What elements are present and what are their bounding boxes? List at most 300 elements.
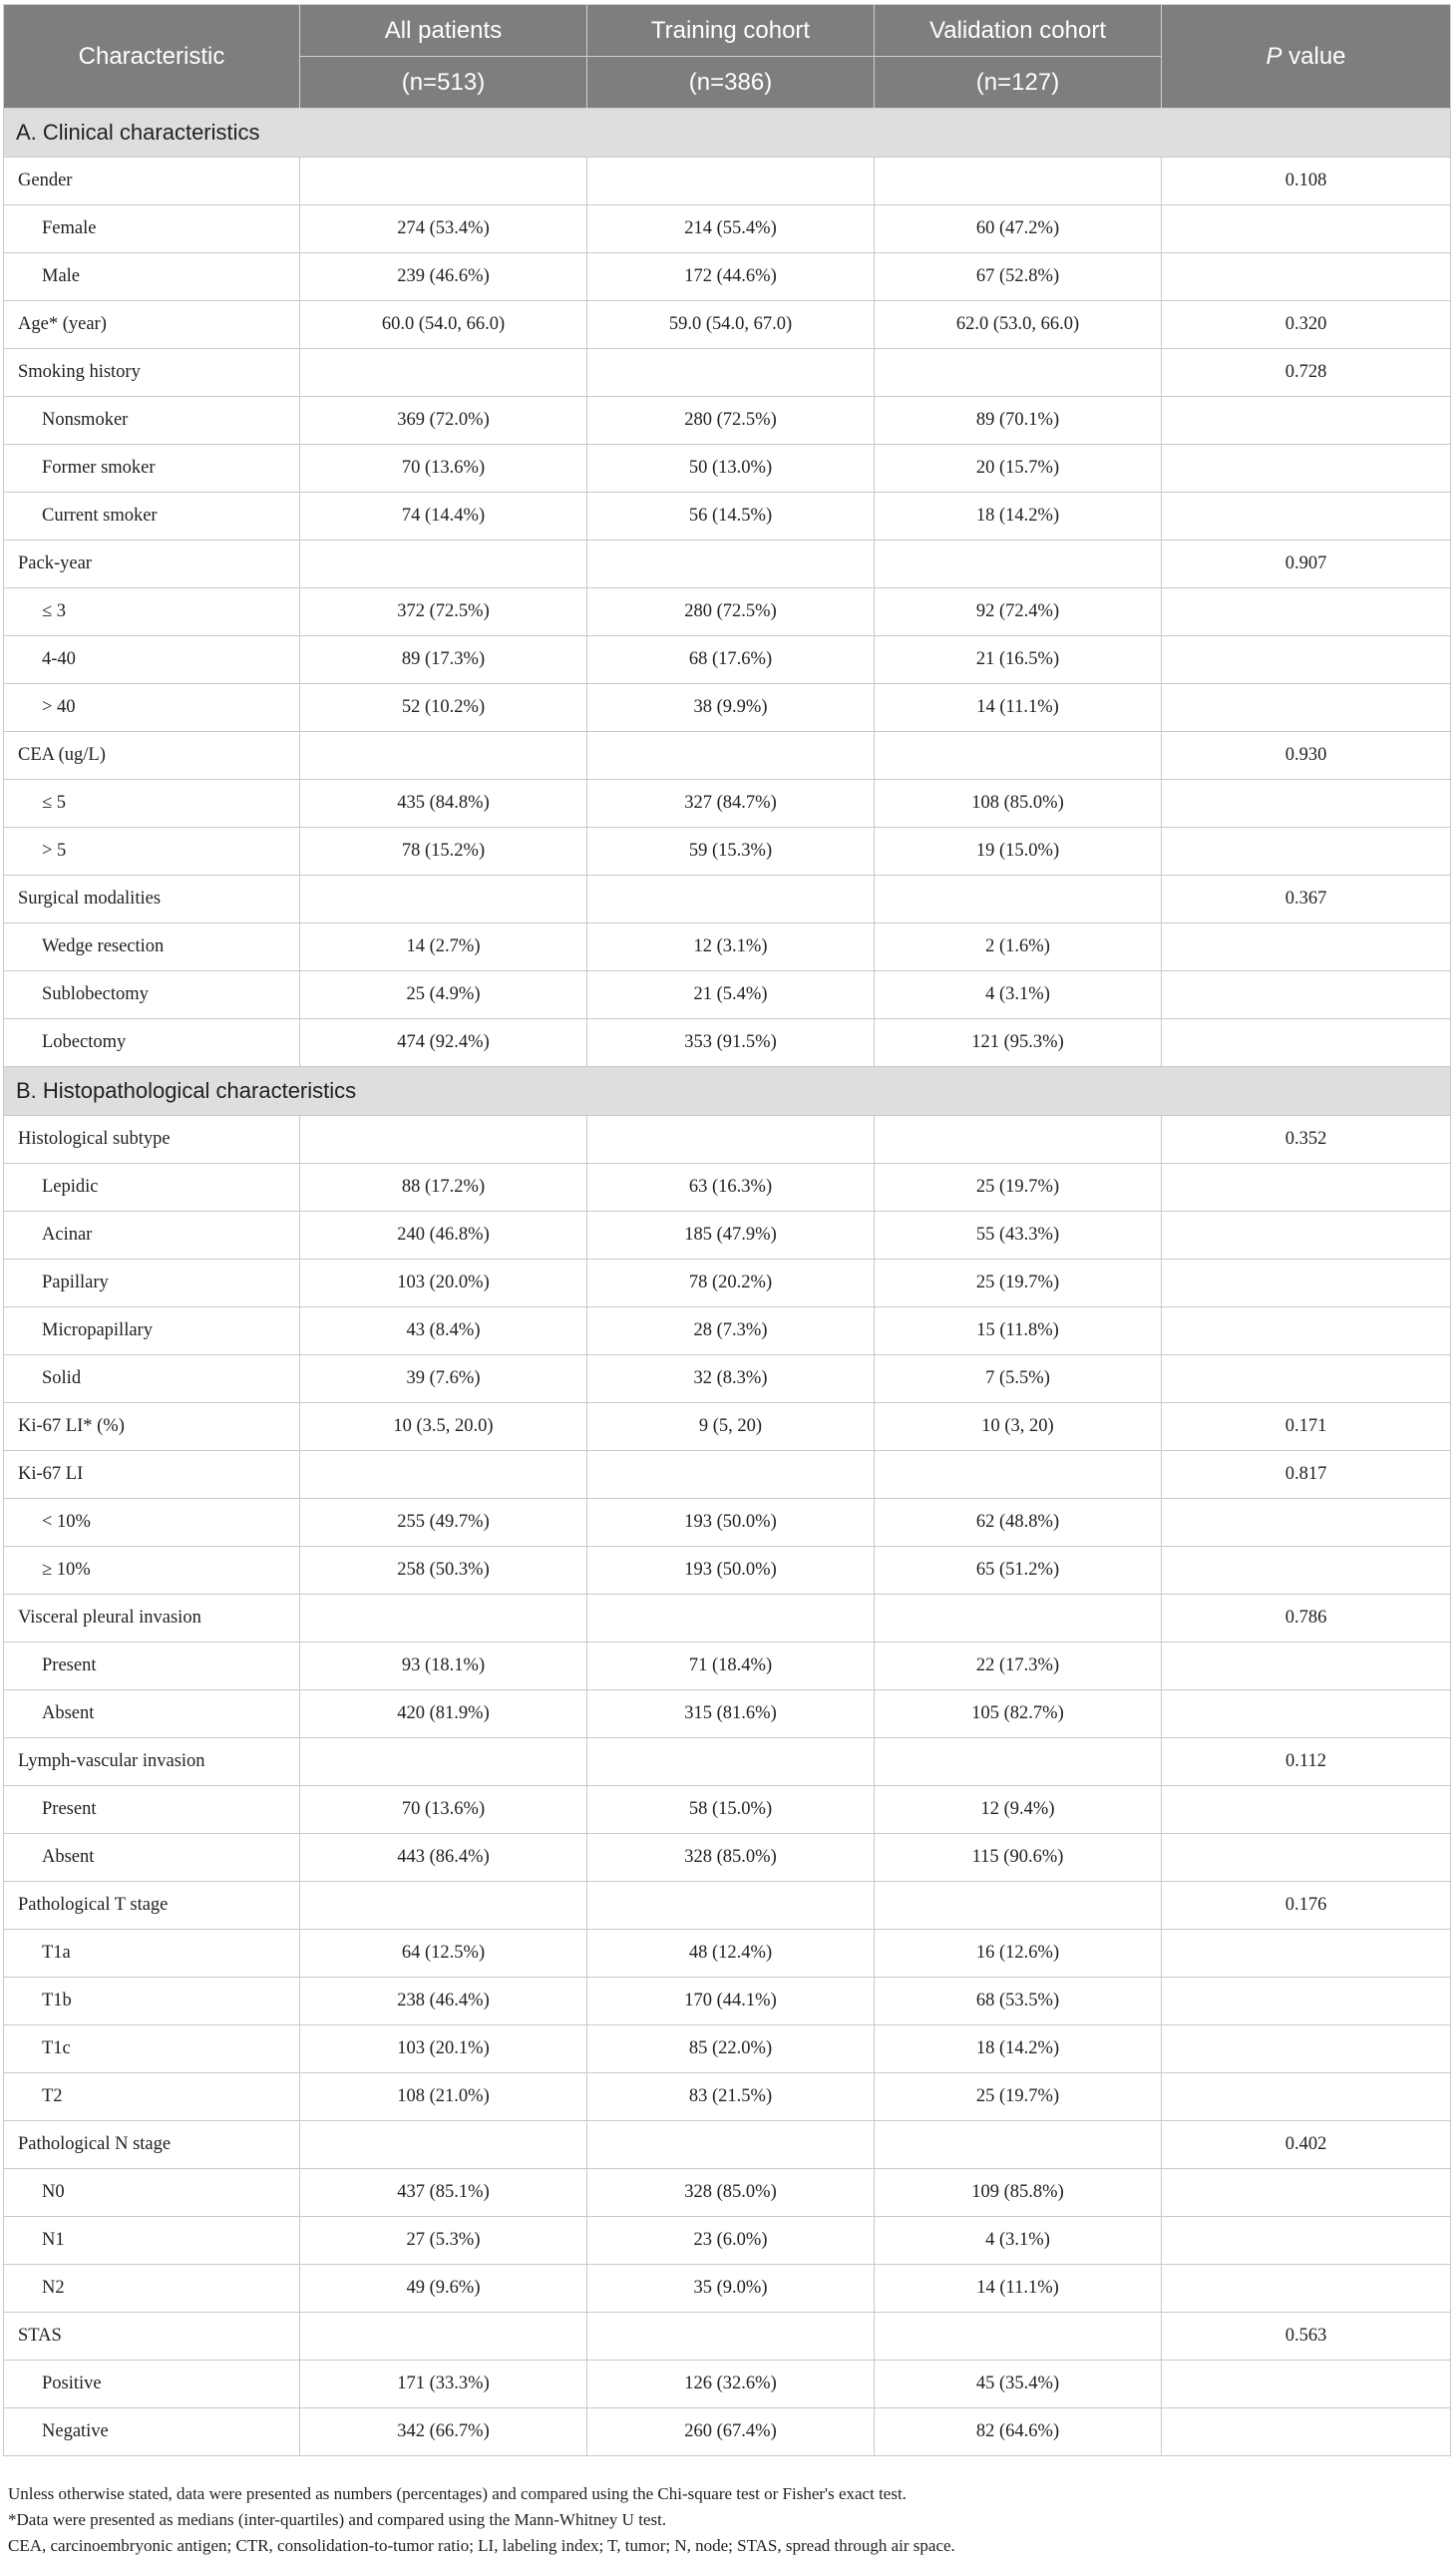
- cell-all-patients: 369 (72.0%): [300, 397, 587, 445]
- cell-training-cohort: 328 (85.0%): [587, 1834, 875, 1882]
- cell-training-cohort: 126 (32.6%): [587, 2361, 875, 2408]
- cell-validation-cohort: 68 (53.5%): [875, 1978, 1162, 2025]
- cell-validation-cohort: 115 (90.6%): [875, 1834, 1162, 1882]
- cell-validation-cohort: 15 (11.8%): [875, 1307, 1162, 1355]
- table-row: [4, 1019, 1451, 1067]
- table-row: [4, 828, 1451, 876]
- cell-all-patients: 43 (8.4%): [300, 1307, 587, 1355]
- table-row: [4, 1547, 1451, 1595]
- cell-training-cohort: [587, 1116, 875, 1164]
- cell-p-value: [1162, 1930, 1451, 1978]
- table-row: [4, 1260, 1451, 1307]
- table-row: [4, 493, 1451, 541]
- header-all-patients-n: (n=513): [300, 57, 587, 109]
- table-row-group: [4, 1882, 1451, 1930]
- cell-all-patients: [300, 541, 587, 588]
- cell-validation-cohort: 12 (9.4%): [875, 1786, 1162, 1834]
- table-row: [4, 253, 1451, 301]
- cell-p-value: 0.402: [1162, 2121, 1451, 2169]
- cell-training-cohort: 193 (50.0%): [587, 1547, 875, 1595]
- table-row: [4, 923, 1451, 971]
- cell-training-cohort: [587, 732, 875, 780]
- cell-all-patients: 14 (2.7%): [300, 923, 587, 971]
- row-label: Papillary: [4, 1260, 300, 1307]
- header-characteristic: Characteristic: [4, 5, 300, 109]
- characteristics-table: [3, 4, 1451, 2456]
- cell-all-patients: 49 (9.6%): [300, 2265, 587, 2313]
- cell-p-value: [1162, 636, 1451, 684]
- cell-training-cohort: [587, 1595, 875, 1643]
- cell-p-value: [1162, 2073, 1451, 2121]
- cell-training-cohort: 32 (8.3%): [587, 1355, 875, 1403]
- table-row-group: [4, 1403, 1451, 1451]
- row-label: Negative: [4, 2408, 300, 2456]
- cell-training-cohort: [587, 2121, 875, 2169]
- table-row: [4, 1164, 1451, 1212]
- cell-validation-cohort: 14 (11.1%): [875, 684, 1162, 732]
- cell-validation-cohort: 121 (95.3%): [875, 1019, 1162, 1067]
- cell-p-value: [1162, 588, 1451, 636]
- cell-training-cohort: 12 (3.1%): [587, 923, 875, 971]
- cell-all-patients: 78 (15.2%): [300, 828, 587, 876]
- table-header: [4, 5, 1451, 109]
- cell-p-value: [1162, 2408, 1451, 2456]
- cell-all-patients: [300, 876, 587, 923]
- cell-all-patients: [300, 1882, 587, 1930]
- table-row: [4, 636, 1451, 684]
- row-label: T2: [4, 2073, 300, 2121]
- cell-training-cohort: 63 (16.3%): [587, 1164, 875, 1212]
- table-row-group: [4, 1595, 1451, 1643]
- row-label: Lobectomy: [4, 1019, 300, 1067]
- cell-training-cohort: 327 (84.7%): [587, 780, 875, 828]
- table-row: [4, 2073, 1451, 2121]
- cell-all-patients: 93 (18.1%): [300, 1643, 587, 1690]
- cell-all-patients: 420 (81.9%): [300, 1690, 587, 1738]
- cell-all-patients: 255 (49.7%): [300, 1499, 587, 1547]
- cell-validation-cohort: 10 (3, 20): [875, 1403, 1162, 1451]
- cell-validation-cohort: 4 (3.1%): [875, 971, 1162, 1019]
- cell-p-value: [1162, 1547, 1451, 1595]
- cell-p-value: [1162, 1834, 1451, 1882]
- cell-p-value: [1162, 1978, 1451, 2025]
- table-row: [4, 397, 1451, 445]
- cell-training-cohort: 59.0 (54.0, 67.0): [587, 301, 875, 349]
- header-p-rest: value: [1281, 42, 1346, 70]
- row-label: Smoking history: [4, 349, 300, 397]
- table-row: [4, 1834, 1451, 1882]
- cell-all-patients: 10 (3.5, 20.0): [300, 1403, 587, 1451]
- table-row-group: [4, 1451, 1451, 1499]
- cell-p-value: 0.728: [1162, 349, 1451, 397]
- table-row-group: [4, 732, 1451, 780]
- cell-validation-cohort: 62 (48.8%): [875, 1499, 1162, 1547]
- row-label: > 40: [4, 684, 300, 732]
- cell-training-cohort: [587, 876, 875, 923]
- cell-all-patients: 25 (4.9%): [300, 971, 587, 1019]
- table-row: [4, 1499, 1451, 1547]
- row-label: > 5: [4, 828, 300, 876]
- cell-all-patients: 88 (17.2%): [300, 1164, 587, 1212]
- cell-p-value: [1162, 684, 1451, 732]
- header-p-value: [1162, 5, 1451, 109]
- table-row: [4, 1786, 1451, 1834]
- cell-all-patients: [300, 158, 587, 205]
- table-row-group: [4, 2313, 1451, 2361]
- cell-p-value: [1162, 205, 1451, 253]
- table-row: [4, 1643, 1451, 1690]
- row-label: Sublobectomy: [4, 971, 300, 1019]
- header-training-n: (n=386): [587, 57, 875, 109]
- cell-validation-cohort: [875, 1451, 1162, 1499]
- cell-training-cohort: 21 (5.4%): [587, 971, 875, 1019]
- cell-validation-cohort: 108 (85.0%): [875, 780, 1162, 828]
- cell-validation-cohort: 62.0 (53.0, 66.0): [875, 301, 1162, 349]
- cell-validation-cohort: [875, 1116, 1162, 1164]
- cell-validation-cohort: [875, 2313, 1162, 2361]
- cell-all-patients: 239 (46.6%): [300, 253, 587, 301]
- cell-p-value: [1162, 1690, 1451, 1738]
- row-label: Surgical modalities: [4, 876, 300, 923]
- row-label: STAS: [4, 2313, 300, 2361]
- cell-training-cohort: 9 (5, 20): [587, 1403, 875, 1451]
- cell-p-value: 0.907: [1162, 541, 1451, 588]
- header-validation-cohort: Validation cohort: [875, 5, 1162, 57]
- table-footnotes: [8, 2481, 1444, 2559]
- cell-validation-cohort: 60 (47.2%): [875, 205, 1162, 253]
- cell-validation-cohort: 25 (19.7%): [875, 1260, 1162, 1307]
- cell-validation-cohort: 89 (70.1%): [875, 397, 1162, 445]
- cell-p-value: [1162, 971, 1451, 1019]
- cell-all-patients: [300, 732, 587, 780]
- cell-training-cohort: 170 (44.1%): [587, 1978, 875, 2025]
- cell-p-value: [1162, 1499, 1451, 1547]
- footnote-statistics: Unless otherwise stated, data were presented as numbers (percentages) and compared using the Chi-square test or Fisher's exact test.: [8, 2484, 907, 2503]
- row-label: N2: [4, 2265, 300, 2313]
- row-label: Present: [4, 1786, 300, 1834]
- header-validation-n: (n=127): [875, 57, 1162, 109]
- cell-validation-cohort: 19 (15.0%): [875, 828, 1162, 876]
- cell-all-patients: [300, 1451, 587, 1499]
- row-label: ≥ 10%: [4, 1547, 300, 1595]
- cell-training-cohort: 193 (50.0%): [587, 1499, 875, 1547]
- cell-all-patients: 372 (72.5%): [300, 588, 587, 636]
- table-row-group: [4, 1738, 1451, 1786]
- row-label: T1b: [4, 1978, 300, 2025]
- table-row: [4, 2408, 1451, 2456]
- cell-all-patients: 70 (13.6%): [300, 1786, 587, 1834]
- cell-all-patients: 64 (12.5%): [300, 1930, 587, 1978]
- table-row: [4, 2361, 1451, 2408]
- cell-training-cohort: 50 (13.0%): [587, 445, 875, 493]
- cell-p-value: [1162, 253, 1451, 301]
- table-row-group: [4, 2121, 1451, 2169]
- table-row-group: [4, 876, 1451, 923]
- cell-p-value: 0.108: [1162, 158, 1451, 205]
- cell-training-cohort: 23 (6.0%): [587, 2217, 875, 2265]
- table-row: [4, 1978, 1451, 2025]
- section-row: [4, 109, 1451, 158]
- table-row: [4, 684, 1451, 732]
- row-label: Positive: [4, 2361, 300, 2408]
- cell-training-cohort: [587, 1882, 875, 1930]
- cell-validation-cohort: 16 (12.6%): [875, 1930, 1162, 1978]
- cell-validation-cohort: [875, 1595, 1162, 1643]
- cell-validation-cohort: 109 (85.8%): [875, 2169, 1162, 2217]
- cell-all-patients: [300, 2313, 587, 2361]
- table-row: [4, 2025, 1451, 2073]
- cell-all-patients: [300, 349, 587, 397]
- characteristics-table-container: [3, 4, 1450, 2456]
- row-label: Absent: [4, 1834, 300, 1882]
- cell-training-cohort: 58 (15.0%): [587, 1786, 875, 1834]
- cell-validation-cohort: 25 (19.7%): [875, 1164, 1162, 1212]
- table-row: [4, 971, 1451, 1019]
- cell-validation-cohort: 14 (11.1%): [875, 2265, 1162, 2313]
- row-label: ≤ 5: [4, 780, 300, 828]
- row-label: Age* (year): [4, 301, 300, 349]
- row-label: Micropapillary: [4, 1307, 300, 1355]
- row-label: 4-40: [4, 636, 300, 684]
- cell-training-cohort: [587, 158, 875, 205]
- cell-training-cohort: 260 (67.4%): [587, 2408, 875, 2456]
- cell-p-value: [1162, 923, 1451, 971]
- cell-p-value: 0.176: [1162, 1882, 1451, 1930]
- cell-all-patients: 39 (7.6%): [300, 1355, 587, 1403]
- cell-all-patients: 258 (50.3%): [300, 1547, 587, 1595]
- cell-validation-cohort: 67 (52.8%): [875, 253, 1162, 301]
- cell-validation-cohort: [875, 349, 1162, 397]
- header-p-italic: P: [1266, 42, 1282, 70]
- cell-training-cohort: 280 (72.5%): [587, 397, 875, 445]
- header-training-cohort: Training cohort: [587, 5, 875, 57]
- row-label: T1c: [4, 2025, 300, 2073]
- cell-all-patients: 52 (10.2%): [300, 684, 587, 732]
- row-label: Visceral pleural invasion: [4, 1595, 300, 1643]
- cell-all-patients: 474 (92.4%): [300, 1019, 587, 1067]
- table-row: [4, 1930, 1451, 1978]
- cell-validation-cohort: [875, 732, 1162, 780]
- cell-training-cohort: 315 (81.6%): [587, 1690, 875, 1738]
- table-row-group: [4, 301, 1451, 349]
- cell-p-value: [1162, 1307, 1451, 1355]
- cell-validation-cohort: 4 (3.1%): [875, 2217, 1162, 2265]
- section-title: B. Histopathological characteristics: [4, 1067, 1451, 1116]
- cell-validation-cohort: 7 (5.5%): [875, 1355, 1162, 1403]
- cell-all-patients: [300, 1116, 587, 1164]
- cell-p-value: [1162, 445, 1451, 493]
- cell-p-value: 0.171: [1162, 1403, 1451, 1451]
- cell-all-patients: 103 (20.0%): [300, 1260, 587, 1307]
- cell-training-cohort: 85 (22.0%): [587, 2025, 875, 2073]
- table-row-group: [4, 158, 1451, 205]
- cell-training-cohort: [587, 541, 875, 588]
- cell-p-value: [1162, 493, 1451, 541]
- cell-training-cohort: 83 (21.5%): [587, 2073, 875, 2121]
- table-row: [4, 1307, 1451, 1355]
- cell-validation-cohort: 2 (1.6%): [875, 923, 1162, 971]
- cell-validation-cohort: 25 (19.7%): [875, 2073, 1162, 2121]
- cell-p-value: 0.786: [1162, 1595, 1451, 1643]
- cell-validation-cohort: 20 (15.7%): [875, 445, 1162, 493]
- row-label: Absent: [4, 1690, 300, 1738]
- cell-p-value: [1162, 2169, 1451, 2217]
- row-label: Present: [4, 1643, 300, 1690]
- cell-all-patients: 27 (5.3%): [300, 2217, 587, 2265]
- cell-validation-cohort: 22 (17.3%): [875, 1643, 1162, 1690]
- cell-all-patients: [300, 2121, 587, 2169]
- cell-training-cohort: 38 (9.9%): [587, 684, 875, 732]
- row-label: ≤ 3: [4, 588, 300, 636]
- cell-training-cohort: 78 (20.2%): [587, 1260, 875, 1307]
- cell-p-value: [1162, 397, 1451, 445]
- row-label: Nonsmoker: [4, 397, 300, 445]
- table-row: [4, 588, 1451, 636]
- row-label: N1: [4, 2217, 300, 2265]
- table-row: [4, 780, 1451, 828]
- cell-training-cohort: [587, 2313, 875, 2361]
- cell-all-patients: 240 (46.8%): [300, 1212, 587, 1260]
- cell-p-value: [1162, 1019, 1451, 1067]
- cell-p-value: [1162, 1355, 1451, 1403]
- cell-training-cohort: [587, 1451, 875, 1499]
- cell-training-cohort: 35 (9.0%): [587, 2265, 875, 2313]
- row-label: Wedge resection: [4, 923, 300, 971]
- cell-training-cohort: 28 (7.3%): [587, 1307, 875, 1355]
- row-label: Female: [4, 205, 300, 253]
- cell-all-patients: [300, 1738, 587, 1786]
- table-row-group: [4, 349, 1451, 397]
- cell-training-cohort: 172 (44.6%): [587, 253, 875, 301]
- cell-p-value: [1162, 1260, 1451, 1307]
- cell-all-patients: 437 (85.1%): [300, 2169, 587, 2217]
- row-label: T1a: [4, 1930, 300, 1978]
- row-label: Gender: [4, 158, 300, 205]
- cell-p-value: [1162, 780, 1451, 828]
- cell-p-value: 0.367: [1162, 876, 1451, 923]
- cell-p-value: 0.930: [1162, 732, 1451, 780]
- cell-p-value: [1162, 1164, 1451, 1212]
- cell-validation-cohort: 18 (14.2%): [875, 2025, 1162, 2073]
- cell-validation-cohort: 55 (43.3%): [875, 1212, 1162, 1260]
- cell-all-patients: 274 (53.4%): [300, 205, 587, 253]
- cell-validation-cohort: [875, 1882, 1162, 1930]
- row-label: Acinar: [4, 1212, 300, 1260]
- row-label: < 10%: [4, 1499, 300, 1547]
- table-row: [4, 1212, 1451, 1260]
- cell-training-cohort: 214 (55.4%): [587, 205, 875, 253]
- row-label: Former smoker: [4, 445, 300, 493]
- row-label: N0: [4, 2169, 300, 2217]
- table-row: [4, 2217, 1451, 2265]
- table-row: [4, 2265, 1451, 2313]
- cell-validation-cohort: 92 (72.4%): [875, 588, 1162, 636]
- row-label: Lepidic: [4, 1164, 300, 1212]
- row-label: CEA (ug/L): [4, 732, 300, 780]
- cell-p-value: [1162, 1212, 1451, 1260]
- row-label: Current smoker: [4, 493, 300, 541]
- table-row: [4, 1355, 1451, 1403]
- cell-p-value: [1162, 828, 1451, 876]
- cell-all-patients: 60.0 (54.0, 66.0): [300, 301, 587, 349]
- cell-training-cohort: 280 (72.5%): [587, 588, 875, 636]
- cell-p-value: 0.320: [1162, 301, 1451, 349]
- cell-training-cohort: 353 (91.5%): [587, 1019, 875, 1067]
- cell-validation-cohort: 18 (14.2%): [875, 493, 1162, 541]
- cell-p-value: 0.112: [1162, 1738, 1451, 1786]
- cell-training-cohort: [587, 1738, 875, 1786]
- cell-p-value: 0.352: [1162, 1116, 1451, 1164]
- cell-p-value: 0.563: [1162, 2313, 1451, 2361]
- cell-all-patients: 70 (13.6%): [300, 445, 587, 493]
- table-body: [4, 109, 1451, 2456]
- cell-all-patients: 443 (86.4%): [300, 1834, 587, 1882]
- cell-validation-cohort: 82 (64.6%): [875, 2408, 1162, 2456]
- cell-validation-cohort: [875, 158, 1162, 205]
- cell-p-value: [1162, 1786, 1451, 1834]
- cell-training-cohort: 185 (47.9%): [587, 1212, 875, 1260]
- row-label: Male: [4, 253, 300, 301]
- cell-all-patients: 342 (66.7%): [300, 2408, 587, 2456]
- cell-all-patients: 108 (21.0%): [300, 2073, 587, 2121]
- table-row-group: [4, 1116, 1451, 1164]
- cell-all-patients: 103 (20.1%): [300, 2025, 587, 2073]
- cell-validation-cohort: 45 (35.4%): [875, 2361, 1162, 2408]
- cell-validation-cohort: 65 (51.2%): [875, 1547, 1162, 1595]
- cell-p-value: [1162, 1643, 1451, 1690]
- table-row-group: [4, 541, 1451, 588]
- cell-p-value: 0.817: [1162, 1451, 1451, 1499]
- row-label: Solid: [4, 1355, 300, 1403]
- cell-p-value: [1162, 2025, 1451, 2073]
- section-title: A. Clinical characteristics: [4, 109, 1451, 158]
- cell-validation-cohort: 105 (82.7%): [875, 1690, 1162, 1738]
- cell-p-value: [1162, 2361, 1451, 2408]
- cell-training-cohort: 328 (85.0%): [587, 2169, 875, 2217]
- cell-all-patients: 171 (33.3%): [300, 2361, 587, 2408]
- cell-all-patients: 89 (17.3%): [300, 636, 587, 684]
- row-label: Ki-67 LI: [4, 1451, 300, 1499]
- table-row: [4, 205, 1451, 253]
- row-label: Pack-year: [4, 541, 300, 588]
- row-label: Lymph-vascular invasion: [4, 1738, 300, 1786]
- cell-p-value: [1162, 2217, 1451, 2265]
- row-label: Histological subtype: [4, 1116, 300, 1164]
- cell-validation-cohort: [875, 541, 1162, 588]
- cell-all-patients: [300, 1595, 587, 1643]
- cell-all-patients: 435 (84.8%): [300, 780, 587, 828]
- row-label: Pathological T stage: [4, 1882, 300, 1930]
- table-row: [4, 1690, 1451, 1738]
- cell-training-cohort: 56 (14.5%): [587, 493, 875, 541]
- header-all-patients: All patients: [300, 5, 587, 57]
- cell-validation-cohort: [875, 2121, 1162, 2169]
- cell-training-cohort: [587, 349, 875, 397]
- table-row: [4, 2169, 1451, 2217]
- cell-validation-cohort: 21 (16.5%): [875, 636, 1162, 684]
- row-label: Pathological N stage: [4, 2121, 300, 2169]
- row-label: Ki-67 LI* (%): [4, 1403, 300, 1451]
- cell-training-cohort: 48 (12.4%): [587, 1930, 875, 1978]
- cell-training-cohort: 68 (17.6%): [587, 636, 875, 684]
- cell-p-value: [1162, 2265, 1451, 2313]
- cell-validation-cohort: [875, 1738, 1162, 1786]
- cell-validation-cohort: [875, 876, 1162, 923]
- cell-training-cohort: 59 (15.3%): [587, 828, 875, 876]
- cell-all-patients: 238 (46.4%): [300, 1978, 587, 2025]
- footnote-median: *Data were presented as medians (inter-quartiles) and compared using the Mann-Whitney U test.: [8, 2510, 667, 2529]
- table-row: [4, 445, 1451, 493]
